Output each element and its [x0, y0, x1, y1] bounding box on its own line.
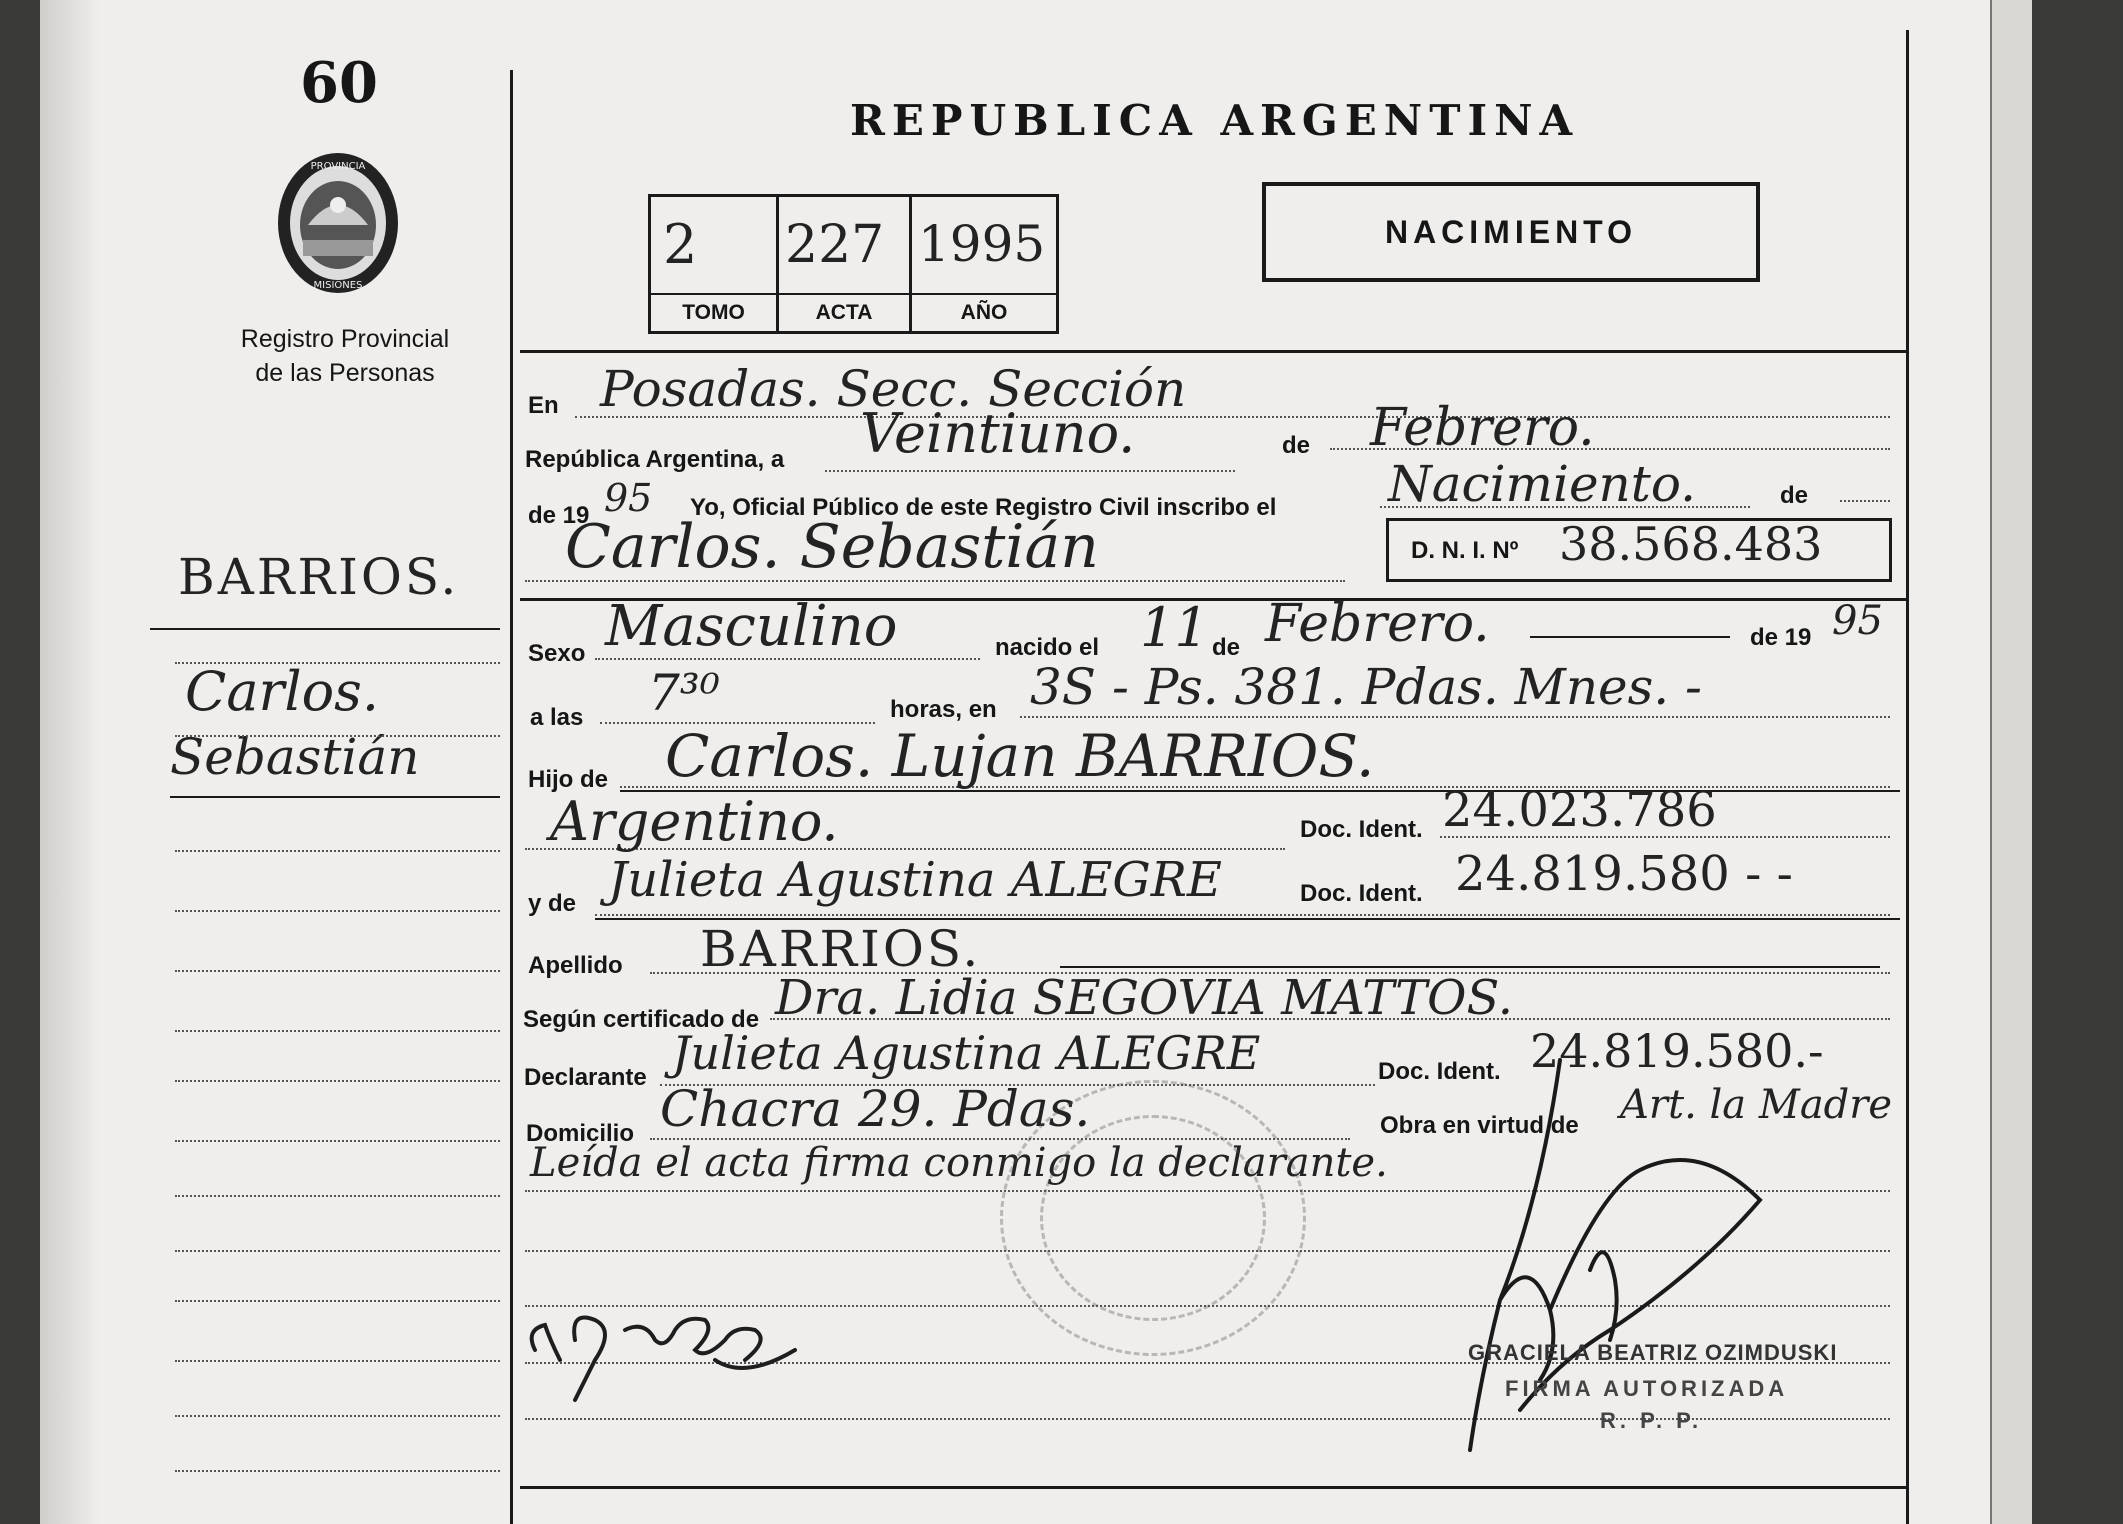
- margin-given-1: Carlos.: [185, 660, 379, 723]
- nacido-mes: Febrero.: [1265, 594, 1490, 654]
- domicilio-value: Chacra 29. Pdas.: [660, 1080, 1091, 1138]
- margin-line: [175, 1140, 500, 1142]
- obra-label: Obra en virtud de: [1380, 1112, 1579, 1139]
- nacido-mes-strike: [1530, 636, 1730, 638]
- observacion: Leída el acta firma conmigo la declarante.: [530, 1140, 1388, 1186]
- segun-label: Según certificado de: [523, 1006, 760, 1033]
- de19-label-2: de 19: [1750, 624, 1812, 651]
- margin-line: [175, 1030, 500, 1032]
- signer-name: GRACIELA BEATRIZ OZIMDUSKI: [1468, 1340, 1838, 1365]
- page-binding-shadow: [40, 0, 100, 1524]
- ano-label: AÑO: [960, 301, 1008, 324]
- sexo-label: Sexo: [528, 640, 586, 667]
- en-value: Posadas. Secc. Sección: [600, 360, 1187, 418]
- doc-ident-label-2: Doc. Ident.: [1300, 880, 1423, 907]
- signer-title: FIRMA AUTORIZADA: [1505, 1376, 1789, 1401]
- madre-line: [595, 914, 1890, 916]
- republica-label: República Argentina, a: [525, 446, 785, 473]
- dni-box: [1386, 518, 1892, 582]
- madre-value: Julieta Agustina ALEGRE: [608, 852, 1222, 908]
- padre-doc: 24.023.786: [1442, 782, 1717, 838]
- ano-divider: [912, 293, 1056, 295]
- acta-label: ACTA: [815, 301, 873, 324]
- margin-line: [175, 662, 500, 664]
- alas-label: a las: [530, 704, 584, 731]
- header-rule: [520, 350, 1906, 353]
- registry-name: [170, 322, 520, 390]
- padre-value: Carlos. Lujan BARRIOS.: [665, 722, 1375, 790]
- de-label-1: de: [1282, 432, 1311, 459]
- margin-rule: [510, 70, 513, 1524]
- margin-line: [175, 850, 500, 852]
- tomo-divider: [651, 293, 776, 295]
- official-signature: [1440, 1050, 1770, 1470]
- year-value: 95: [604, 476, 653, 520]
- nacido-dia: 11: [1140, 596, 1209, 659]
- de-label-2: de: [1780, 482, 1809, 509]
- margin-given-2: Sebastián: [170, 728, 420, 786]
- dni-value: 38.568.483: [1559, 517, 1823, 571]
- margin-surname-line: [150, 628, 500, 630]
- apellido-strike: [1060, 966, 1880, 968]
- bottom-rule: [520, 1486, 1906, 1489]
- reference-box: [648, 194, 1059, 334]
- de-label-3: de: [1212, 634, 1241, 661]
- en-label: En: [528, 392, 559, 419]
- horas-label: horas, en: [890, 696, 997, 723]
- tomo-cell: [651, 197, 779, 331]
- svg-text:PROVINCIA: PROVINCIA: [310, 161, 366, 172]
- svg-text:MISIONES: MISIONES: [313, 280, 363, 291]
- right-rule: [1906, 30, 1909, 1524]
- declarant-signature: [515, 1270, 815, 1420]
- dni-label: D. N. I. Nº: [1411, 537, 1519, 564]
- doc-ident-label-1: Doc. Ident.: [1300, 816, 1423, 843]
- provincial-seal-icon: [268, 145, 408, 300]
- de19-label: de 19: [528, 502, 590, 529]
- acta-cell: [779, 197, 912, 331]
- margin-line: [175, 1470, 500, 1472]
- oficial-label: Yo, Oficial Público de este Registro Civil inscribo el: [690, 494, 1277, 521]
- signer-org: R. P. P.: [1600, 1408, 1703, 1433]
- registry-line-1: Registro Provincial: [240, 325, 450, 353]
- registry-line-2: de las Personas: [255, 359, 435, 387]
- dia-value: Veintiuno.: [860, 402, 1136, 465]
- page-number: 60: [300, 50, 378, 116]
- margin-line: [175, 1415, 500, 1417]
- record-type: NACIMIENTO: [1384, 214, 1638, 250]
- apellido-value: BARRIOS.: [700, 920, 982, 978]
- de2-line: [1840, 500, 1890, 502]
- registry-stamp-inner: [1040, 1115, 1266, 1321]
- ano-value: 1995: [918, 215, 1046, 273]
- page-right-edge: [1990, 0, 2032, 1524]
- madre-doc: 24.819.580 - -: [1455, 846, 1793, 902]
- nacido-label: nacido el: [995, 634, 1100, 661]
- nombre-value: Carlos. Sebastián: [565, 512, 1099, 582]
- apellido-label: Apellido: [528, 952, 623, 979]
- margin-surname: BARRIOS.: [178, 548, 460, 606]
- margin-line: [175, 1250, 500, 1252]
- nacido-year: 95: [1832, 598, 1883, 644]
- margin-line: [175, 1195, 500, 1197]
- acta-value: 227: [785, 215, 885, 275]
- margin-line: [175, 970, 500, 972]
- obra-value: Art. la Madre: [1620, 1082, 1893, 1128]
- declarante-label: Declarante: [524, 1064, 647, 1091]
- tomo-label: TOMO: [682, 301, 745, 324]
- ano-cell: [912, 197, 1056, 331]
- hijo-label: Hijo de: [528, 766, 609, 793]
- margin-line: [175, 1360, 500, 1362]
- hora-value: 7³⁰: [648, 664, 720, 722]
- acto-value: Nacimiento.: [1388, 455, 1696, 513]
- segun-value: Dra. Lidia SEGOVIA MATTOS.: [775, 970, 1513, 1026]
- record-type-box: [1262, 182, 1760, 282]
- padre-nacionalidad: Argentino.: [550, 790, 839, 853]
- yde-label: y de: [528, 890, 577, 917]
- doc-ident-label-3: Doc. Ident.: [1378, 1058, 1501, 1085]
- country-title: REPUBLICA ARGENTINA: [850, 96, 1580, 145]
- acta-divider: [779, 293, 909, 295]
- tomo-value: 2: [663, 213, 698, 276]
- margin-line: [175, 735, 500, 737]
- declarante-doc: 24.819.580.-: [1530, 1024, 1824, 1078]
- margin-line: [175, 910, 500, 912]
- margin-given-line: [170, 796, 500, 798]
- mes-value: Febrero.: [1370, 398, 1595, 458]
- sexo-value: Masculino: [605, 594, 898, 659]
- margin-line: [175, 1300, 500, 1302]
- lugar-value: 3S - Ps. 381. Pdas. Mnes. -: [1030, 658, 1702, 716]
- lugar-line: [1020, 716, 1890, 718]
- domicilio-label: Domicilio: [526, 1120, 635, 1147]
- dia-line: [825, 470, 1235, 472]
- declarante-value: Julieta Agustina ALEGRE: [672, 1026, 1261, 1080]
- margin-line: [175, 1080, 500, 1082]
